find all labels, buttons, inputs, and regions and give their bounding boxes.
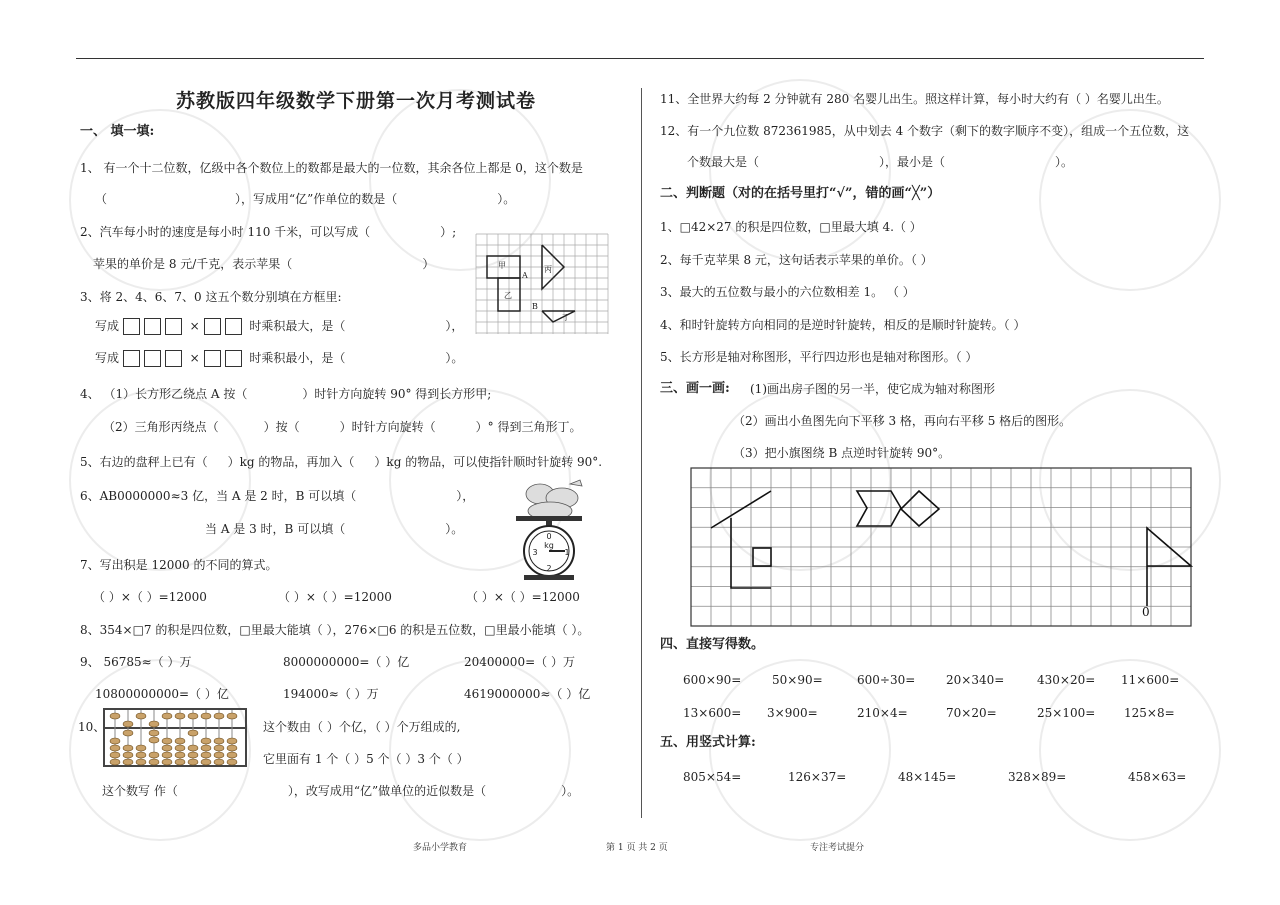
q1-mid: ），写成用“亿”作单位的数是（: [235, 192, 398, 206]
digit-box[interactable]: [123, 350, 140, 367]
q1-open: （: [95, 192, 108, 206]
digit-box[interactable]: [225, 350, 242, 367]
judge-2: 2、每千克苹果 8 元，这句话表示苹果的单价。（ ）: [660, 253, 933, 267]
q4b-mid2: ）时针方向旋转（: [339, 420, 436, 434]
q10-line2: 它里面有 1 个（ ）5 个（ ）3 个（ ）: [263, 752, 469, 766]
scale-label-0: 0: [546, 532, 552, 541]
q6-line2: [205, 522, 463, 536]
q3-min-text: 时乘积最小，是（: [249, 351, 346, 365]
calc-item: 20×340=: [946, 673, 1005, 687]
q3-write: 写成: [95, 351, 120, 365]
q9-item1: 9、 56785≈（ ）万: [80, 655, 192, 669]
q9-item4: 10800000000=（ ）亿: [95, 687, 229, 701]
q6b: 当 A 是 3 时，B 可以填（: [205, 522, 346, 536]
q11-line: 11、全世界大约每 2 分钟就有 280 名婴儿出生。照这样计算，每小时大约有（ ）名婴儿出生。: [660, 92, 1169, 106]
q4-line1: [80, 387, 491, 401]
q6-line1: [80, 489, 474, 503]
q7-line: 7、写出积是 12000 的不同的算式。: [80, 558, 278, 572]
section-3-heading: 三、画一画:: [660, 381, 730, 396]
calc-item: 430×20=: [1037, 673, 1096, 687]
q10-number: 10、: [78, 720, 106, 734]
fish-tail: [901, 491, 939, 526]
q10-line1: 这个数由（ ）个亿，（ ）个万组成的,: [263, 720, 461, 734]
label-jia: 甲: [498, 261, 506, 270]
q6a: 6、AB0000000≈3 亿，当 A 是 2 时，B 可以填（: [80, 489, 357, 503]
q1-line1: 1、 有一个十二位数，亿级中各个数位上的数都是最大的一位数，其余各位上都是 0，这个数是: [80, 161, 583, 175]
vertical-calc-item: 328×89=: [1008, 770, 1067, 784]
q8-line: 8、354×□7 的积是四位数，□里最大能填（ ），276×□6 的积是五位数，□里最小能填（ ）。: [80, 623, 590, 637]
q4b-text: （2）三角形丙绕点（: [103, 420, 219, 434]
scale-label-1: 1: [564, 548, 570, 557]
q3-max-text: 时乘积最大，是（: [249, 319, 346, 333]
q4b-end: ）° 得到三角形丁。: [475, 420, 582, 434]
q10c: 这个数写 作（: [102, 784, 178, 798]
q6a-end: ），: [456, 489, 475, 503]
watermark-stamp: [1040, 660, 1220, 840]
q4a-end: ）时针方向旋转 90° 得到长方形甲;: [302, 387, 492, 401]
q1-end: ）。: [497, 192, 516, 206]
vertical-calc-item: 48×145=: [898, 770, 957, 784]
q9-item3: 20400000=（ ）万: [464, 655, 575, 669]
digit-box[interactable]: [144, 318, 161, 335]
digit-box[interactable]: [165, 350, 182, 367]
q12b-end: ）。: [1055, 155, 1074, 169]
q10-line3: [102, 784, 579, 798]
scale-label-2: 2: [546, 564, 552, 573]
draw-task-2: （2）画出小鱼图先向下平移 3 格，再向右平移 5 格后的图形。: [733, 414, 1072, 428]
digit-box[interactable]: [225, 318, 242, 335]
q12-line1: 12、有一个九位数 872361985，从中划去 4 个数字（剩下的数字顺序不变），组成一个五位数，这: [660, 124, 1190, 138]
q5-line: [80, 455, 602, 469]
q7-eq3: （ ）×（ ）=12000: [466, 590, 580, 604]
times-sign: ×: [189, 319, 200, 333]
label-ding: 丁: [562, 313, 570, 322]
q2-line2: [93, 257, 434, 271]
calc-item: 210×4=: [857, 706, 908, 720]
footer-left: 多品小学教育: [413, 843, 468, 853]
q2a-text: 2、汽车每小时的速度是每小时 110 千米，可以写成（: [80, 225, 371, 239]
section-2-heading: 二、判断题（对的在括号里打“√”，错的画“╳”）: [660, 186, 941, 201]
q2b-text: 苹果的单价是 8 元/千克，表示苹果（: [93, 257, 293, 271]
abacus-figure: [103, 708, 248, 768]
digit-box[interactable]: [165, 318, 182, 335]
q7-eq2: （ ）×（ ）=12000: [278, 590, 392, 604]
drawing-grid[interactable]: [689, 466, 1193, 630]
calc-item: 125×8=: [1124, 706, 1175, 720]
draw-task-1: (1)画出房子图的另一半，使它成为轴对称图形: [750, 382, 995, 396]
q5a: 5、右边的盘秤上已有（: [80, 455, 208, 469]
judge-4: 4、和时针旋转方向相同的是逆时针旋转，相反的是顺时针旋转。（ ）: [660, 318, 1026, 332]
judge-5: 5、长方形是轴对称图形，平行四边形也是轴对称图形。（ ）: [660, 350, 978, 364]
digit-box[interactable]: [204, 318, 221, 335]
label-a: A: [522, 271, 528, 280]
q3-line2: [95, 318, 463, 335]
section-1-heading: 一、 填一填:: [80, 124, 155, 139]
q2-line1: [80, 225, 456, 239]
calc-item: 600×90=: [683, 673, 742, 687]
watermark-stamp: [70, 390, 250, 570]
vertical-calc-item: 458×63=: [1128, 770, 1187, 784]
q4b-mid1: ）按（: [263, 420, 300, 434]
footer-page-number: 第 1 页 共 2 页: [606, 843, 668, 853]
rotation-grid-figure: [474, 232, 614, 336]
q9-item6: 4619000000≈（ ）亿: [464, 687, 591, 701]
calc-item: 70×20=: [946, 706, 997, 720]
fish-body: [857, 491, 901, 526]
scale-label-3: 3: [532, 548, 538, 557]
vertical-calc-item: 805×54=: [683, 770, 742, 784]
digit-box[interactable]: [144, 350, 161, 367]
q10c-end: ）。: [561, 784, 580, 798]
house-window: [753, 548, 771, 566]
q9-item2: 8000000000=（ ）亿: [283, 655, 410, 669]
scale-label-kg: kg: [544, 541, 554, 550]
section-5-heading: 五、用竖式计算:: [660, 735, 756, 750]
judge-1: 1、□42×27 的积是四位数，□里最大填 4.（ ）: [660, 220, 922, 234]
scale-figure: [510, 476, 590, 584]
q1-line2: [95, 192, 515, 206]
page-title: 苏教版四年级数学下册第一次月考测试卷: [176, 90, 537, 112]
q2a-end: ）;: [440, 225, 457, 239]
calc-item: 11×600=: [1121, 673, 1180, 687]
q3-max-end: ），: [445, 319, 464, 333]
calc-item: 13×600=: [683, 706, 742, 720]
q10c-mid: ），改写成用“亿”做单位的近似数是（: [287, 784, 487, 798]
q5b: ）kg 的物品，再加入（: [227, 455, 355, 469]
label-b: B: [532, 302, 538, 311]
q6b-end: ）。: [445, 522, 464, 536]
q5c: ）kg 的物品，可以使指针顺时针旋转 90°.: [374, 455, 603, 469]
calc-item: 50×90=: [772, 673, 823, 687]
judge-3: 3、最大的五位数与最小的六位数相差 1。 （ ）: [660, 285, 915, 299]
grid-point-label: 0: [1142, 605, 1150, 619]
q3-line3: [95, 350, 463, 367]
q2b-end: ）: [422, 257, 435, 271]
draw-task-3: （3）把小旗图绕 B 点逆时针旋转 90°。: [733, 446, 951, 460]
q3-write: 写成: [95, 319, 120, 333]
section-4-heading: 四、直接写得数。: [660, 637, 765, 652]
q12b: 个数最大是（: [687, 155, 760, 169]
q4-line2: [103, 420, 582, 434]
footer-right: 专注考试提分: [810, 843, 865, 853]
label-bing: 丙: [544, 265, 552, 274]
q9-item5: 194000≈（ ）万: [283, 687, 379, 701]
q3-min-end: ）。: [445, 351, 464, 365]
house-roof: [711, 491, 771, 528]
grid-lines: [691, 468, 1191, 626]
vertical-calc-item: 126×37=: [788, 770, 847, 784]
q7-eq1: （ ）×（ ）=12000: [93, 590, 207, 604]
q4a-text: 4、 （1）长方形乙绕点 A 按（: [80, 387, 248, 401]
top-rule: [76, 58, 1204, 59]
calc-item: 25×100=: [1037, 706, 1096, 720]
calc-item: 3×900=: [767, 706, 818, 720]
column-divider: [641, 88, 642, 818]
q12-line2: [687, 155, 1073, 169]
digit-box[interactable]: [123, 318, 140, 335]
calc-item: 600÷30=: [857, 673, 916, 687]
times-sign: ×: [189, 351, 200, 365]
digit-box[interactable]: [204, 350, 221, 367]
q3-line1: 3、将 2、4、6、7、0 这五个数分别填在方框里:: [80, 290, 342, 304]
label-yi: 乙: [504, 291, 512, 300]
q12b-mid: ），最小是（: [879, 155, 946, 169]
